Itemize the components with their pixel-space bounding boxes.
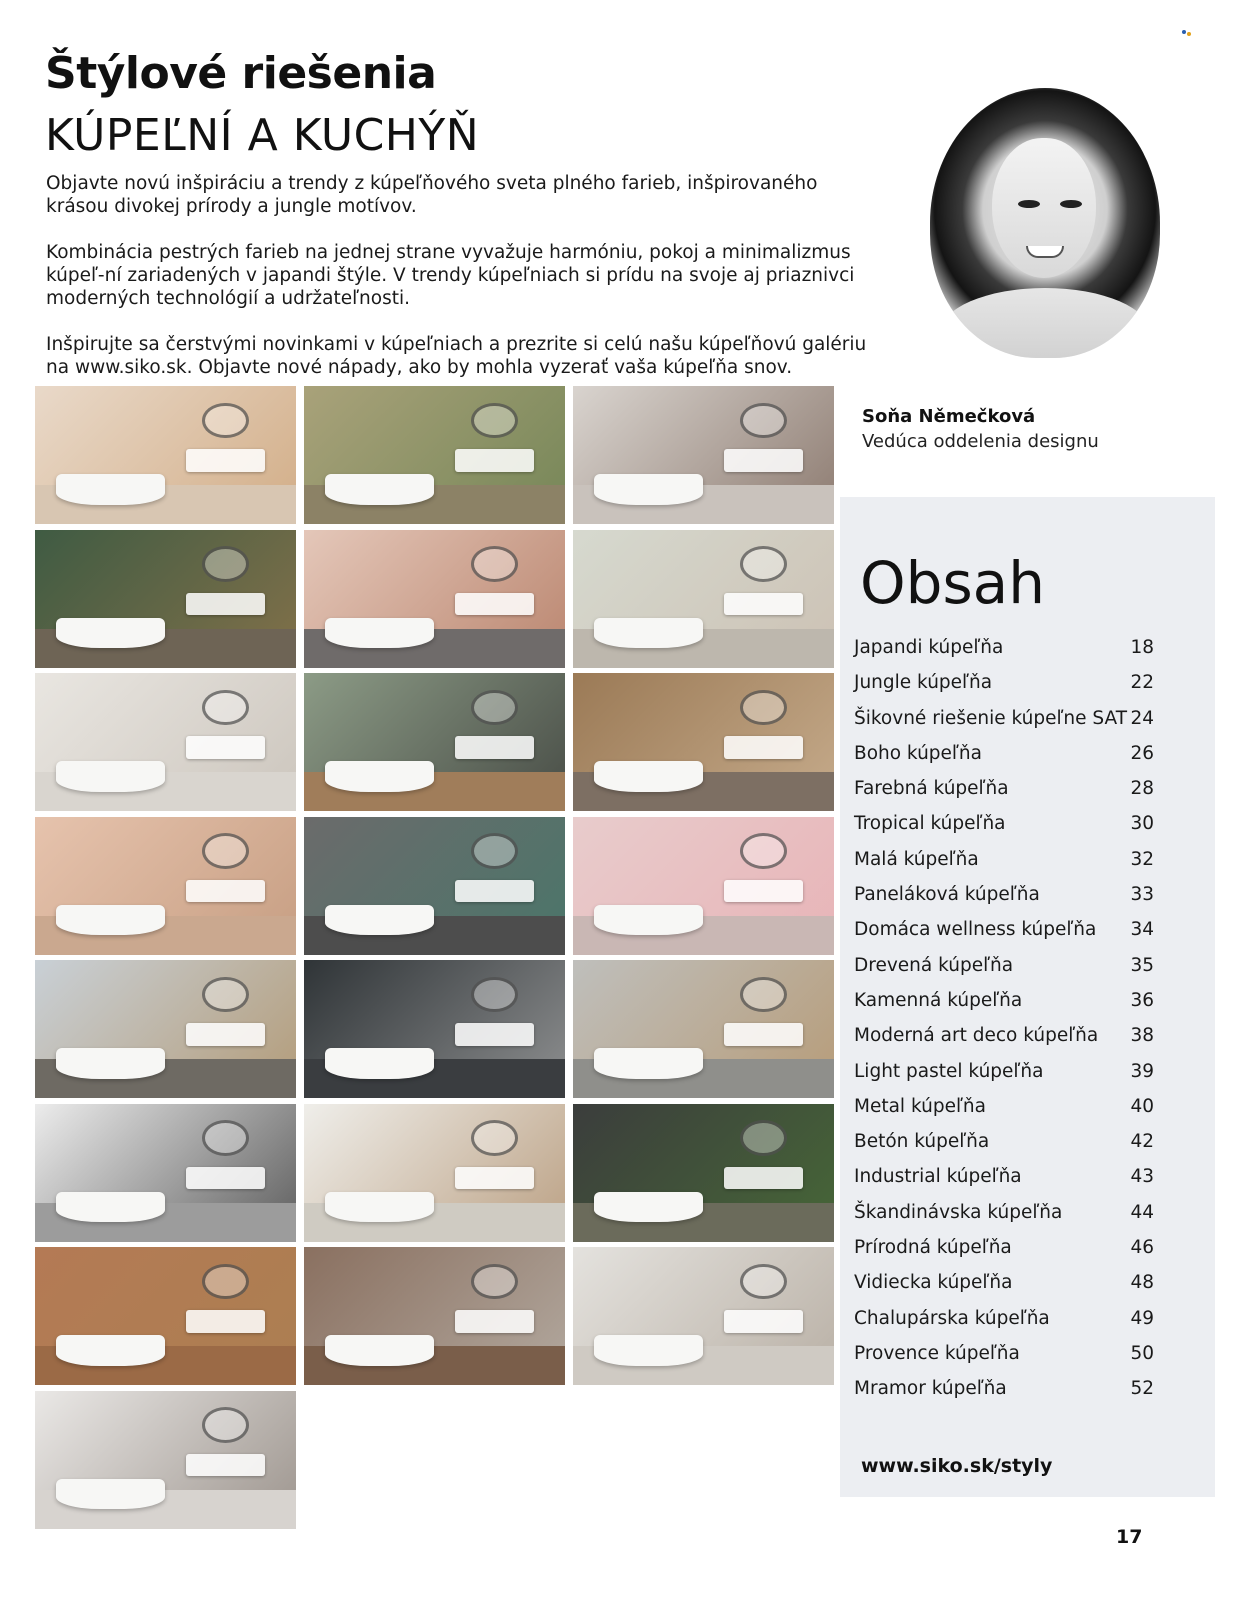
- toc-item-label: Vidiecka kúpeľňa: [854, 1272, 1013, 1294]
- bathroom-photo: [35, 1247, 296, 1385]
- bathroom-photo: [573, 817, 834, 955]
- toc-item-label: Domáca wellness kúpeľňa: [854, 919, 1097, 941]
- page-subtitle: KÚPEĽNÍ A KUCHÝŇ: [45, 110, 480, 161]
- bathroom-photo: [35, 1104, 296, 1242]
- toc-item[interactable]: [854, 672, 1154, 707]
- toc-item-page: 43: [1130, 1166, 1154, 1188]
- intro-text: [46, 172, 876, 402]
- toc-item-label: Japandi kúpeľňa: [854, 637, 1004, 658]
- bathroom-photo: [304, 1247, 565, 1385]
- toc-item[interactable]: [854, 1308, 1154, 1343]
- toc-item-page: 35: [1130, 954, 1154, 976]
- toc-item[interactable]: [854, 1272, 1154, 1307]
- bathroom-photo: [304, 960, 565, 1098]
- toc-item-label: Industrial kúpeľňa: [854, 1166, 1022, 1188]
- toc-item[interactable]: [854, 1096, 1154, 1131]
- toc-item-label: Farebná kúpeľňa: [854, 778, 1009, 800]
- toc-item-label: Metal kúpeľňa: [854, 1095, 986, 1117]
- toc-item[interactable]: [854, 849, 1154, 884]
- toc-list: [854, 637, 1154, 1414]
- toc-url-link[interactable]: www.siko.sk/styly: [861, 1455, 1053, 1477]
- bathroom-photo: [35, 1391, 296, 1529]
- toc-item[interactable]: [854, 1131, 1154, 1166]
- toc-item[interactable]: [854, 1202, 1154, 1237]
- intro-paragraph: Inšpirujte sa čerstvými novinkami v kúpeľniach a prezrite si celú našu kúpeľňovú galériu na www.siko.sk. Objavte nové nápady, ako by mohla vyzerať vaša kúpeľňa snov.: [46, 334, 867, 378]
- toc-item[interactable]: [854, 955, 1154, 990]
- toc-item-label: Šikovné riešenie kúpeľne SAT: [854, 707, 1127, 729]
- toc-item[interactable]: [854, 990, 1154, 1025]
- toc-item[interactable]: [854, 708, 1154, 743]
- toc-item-page: 26: [1130, 742, 1154, 764]
- bathroom-photo: [35, 817, 296, 955]
- toc-item[interactable]: [854, 1166, 1154, 1201]
- toc-item[interactable]: [854, 884, 1154, 919]
- toc-item-page: 52: [1130, 1378, 1154, 1400]
- toc-item-page: 38: [1130, 1025, 1154, 1047]
- toc-item[interactable]: [854, 1237, 1154, 1272]
- toc-item-page: 46: [1130, 1237, 1154, 1259]
- toc-item-label: Kamenná kúpeľňa: [854, 989, 1023, 1011]
- toc-item-page: 24: [1130, 707, 1154, 729]
- bathroom-photo: [304, 1104, 565, 1242]
- toc-item-label: Prírodná kúpeľňa: [854, 1237, 1012, 1259]
- person-name: Soňa Němečková: [862, 406, 1036, 427]
- toc-item-page: 36: [1130, 989, 1154, 1011]
- bathroom-gallery: [35, 386, 835, 1528]
- toc-item-label: Malá kúpeľňa: [854, 848, 979, 870]
- toc-item-label: Chalupárska kúpeľňa: [854, 1307, 1050, 1329]
- bathroom-photo: [35, 673, 296, 811]
- toc-item-page: 50: [1130, 1342, 1154, 1364]
- toc-item-page: 34: [1130, 919, 1154, 941]
- toc-item[interactable]: [854, 743, 1154, 778]
- bathroom-photo: [304, 817, 565, 955]
- toc-item-page: 22: [1130, 672, 1154, 694]
- toc-item[interactable]: [854, 778, 1154, 813]
- toc-item-page: 48: [1130, 1272, 1154, 1294]
- toc-item-page: 40: [1130, 1095, 1154, 1117]
- bathroom-photo: [573, 386, 834, 524]
- bathroom-photo: [304, 673, 565, 811]
- toc-item-label: Tropical kúpeľňa: [854, 813, 1006, 835]
- toc-item[interactable]: [854, 813, 1154, 848]
- bathroom-photo: [573, 530, 834, 668]
- toc-item-label: Boho kúpeľňa: [854, 742, 982, 764]
- bathroom-photo: [573, 1104, 834, 1242]
- toc-item[interactable]: [854, 919, 1154, 954]
- toc-heading: Obsah: [860, 549, 1045, 617]
- bathroom-photo: [573, 1247, 834, 1385]
- intro-paragraph: Kombinácia pestrých farieb na jednej strane vyvažuje harmóniu, pokoj a minimalizmus kúpeľ-ní zariadených v japandi štýle. V trendy kúpeľniach si prídu na svoje aj priaznivci moderných technológií a udržateľnosti.: [46, 242, 855, 309]
- toc-item-label: Paneláková kúpeľňa: [854, 884, 1040, 906]
- toc-item-label: Škandinávska kúpeľňa: [854, 1201, 1063, 1223]
- page-title: Štýlové riešenia: [45, 48, 437, 99]
- toc-item-label: Jungle kúpeľňa: [854, 672, 993, 694]
- toc-item-label: Provence kúpeľňa: [854, 1342, 1020, 1364]
- toc-item-page: 28: [1130, 778, 1154, 800]
- toc-item-page: 18: [1130, 637, 1154, 658]
- person-role: Vedúca oddelenia designu: [862, 431, 1099, 452]
- toc-item-page: 33: [1130, 884, 1154, 906]
- toc-item-page: 44: [1130, 1201, 1154, 1223]
- toc-item-label: Moderná art deco kúpeľňa: [854, 1025, 1099, 1047]
- bathroom-photo: [573, 673, 834, 811]
- toc-item[interactable]: [854, 1378, 1154, 1413]
- toc-item[interactable]: [854, 1025, 1154, 1060]
- toc-item[interactable]: [854, 1061, 1154, 1096]
- bathroom-photo: [35, 960, 296, 1098]
- bathroom-photo: [304, 530, 565, 668]
- toc-item-page: 42: [1130, 1131, 1154, 1153]
- table-of-contents: [840, 497, 1215, 1497]
- portrait-photo: [930, 88, 1160, 358]
- brand-mark-icon: [1182, 30, 1191, 36]
- bathroom-photo: [35, 386, 296, 524]
- intro-paragraph: Objavte novú inšpiráciu a trendy z kúpeľňového sveta plného farieb, inšpirovaného krásou divokej prírody a jungle motívov.: [46, 173, 818, 217]
- toc-item-label: Betón kúpeľňa: [854, 1131, 990, 1153]
- toc-item-label: Mramor kúpeľňa: [854, 1378, 1007, 1400]
- page-number: 17: [1116, 1526, 1143, 1548]
- toc-item-page: 49: [1130, 1307, 1154, 1329]
- toc-item[interactable]: [854, 637, 1154, 672]
- toc-item-page: 39: [1130, 1060, 1154, 1082]
- bathroom-photo: [35, 530, 296, 668]
- toc-item-label: Light pastel kúpeľňa: [854, 1060, 1044, 1082]
- toc-item[interactable]: [854, 1343, 1154, 1378]
- toc-item-label: Drevená kúpeľňa: [854, 954, 1014, 976]
- toc-item-page: 32: [1130, 848, 1154, 870]
- bathroom-photo: [304, 386, 565, 524]
- toc-item-page: 30: [1130, 813, 1154, 835]
- bathroom-photo: [573, 960, 834, 1098]
